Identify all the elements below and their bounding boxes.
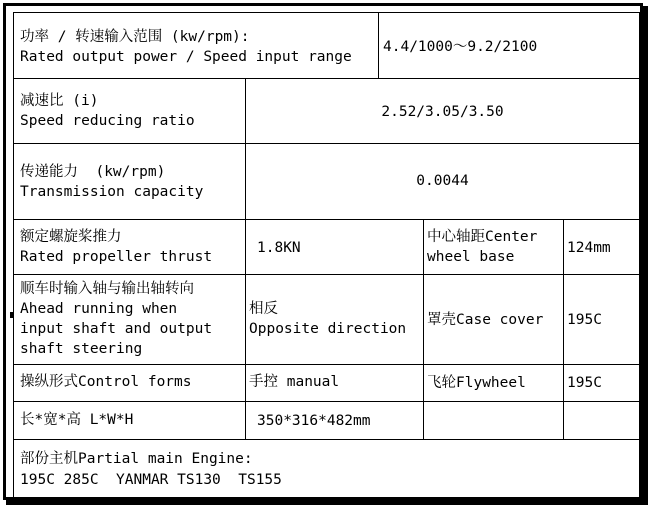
case-value: 195C	[567, 312, 602, 328]
capacity-label-en: Transmission capacity	[20, 184, 204, 200]
steer-label-en-line2: input shaft and output	[20, 321, 213, 337]
frame-shadow-bottom	[6, 500, 646, 505]
engine-label: 部份主机Partial main Engine:	[20, 451, 253, 467]
control-label: 操纵形式Control forms	[20, 374, 192, 390]
spec-table	[13, 12, 640, 499]
row-divider	[14, 439, 639, 440]
col-divider	[423, 219, 424, 439]
frame-shadow-right	[643, 6, 648, 505]
steer-label-en-line3: shaft steering	[20, 341, 143, 357]
capacity-value: 0.0044	[416, 173, 469, 189]
center-label-line1: 中心轴距Center	[427, 229, 538, 245]
power-label-en: Rated output power / Speed input range	[20, 49, 352, 65]
power-value: 4.4/1000～9.2/2100	[383, 39, 538, 55]
ratio-value: 2.52/3.05/3.50	[381, 104, 504, 120]
thrust-value: 1.8KN	[257, 240, 301, 256]
flywheel-label: 飞轮Flywheel	[427, 375, 526, 391]
ratio-label-en: Speed reducing ratio	[20, 113, 195, 129]
row-divider	[14, 78, 639, 79]
ratio-label-cn: 减速比 (i)	[20, 93, 99, 109]
center-value: 124mm	[567, 240, 611, 256]
case-label: 罩壳Case cover	[427, 312, 544, 328]
control-value: 手控 manual	[249, 374, 340, 390]
power-label-cn: 功率 / 转速输入范围 (kw/rpm):	[20, 29, 250, 45]
steer-value-cn: 相反	[249, 301, 278, 317]
steer-value-en: Opposite direction	[249, 321, 407, 337]
flywheel-value: 195C	[567, 375, 602, 391]
row-divider	[14, 274, 639, 275]
thrust-label-en: Rated propeller thrust	[20, 249, 213, 265]
steer-label-cn: 顺车时输入轴与输出轴转向	[20, 281, 194, 297]
col-divider	[245, 78, 246, 439]
col-divider	[563, 219, 564, 439]
engine-value: 195C 285C YANMAR TS130 TS155	[20, 472, 282, 488]
row-divider	[14, 364, 639, 365]
size-label: 长*宽*高 L*W*H	[20, 412, 134, 428]
capacity-label-cn: 传递能力 (kw/rpm)	[20, 164, 166, 180]
col-divider	[378, 13, 379, 78]
thrust-label-cn: 额定螺旋桨推力	[20, 229, 122, 245]
row-divider	[14, 143, 639, 144]
row-marker	[10, 312, 14, 318]
size-value: 350*316*482mm	[257, 413, 371, 429]
steer-label-en-line1: Ahead running when	[20, 301, 178, 317]
row-divider	[14, 401, 639, 402]
center-label-line2: wheel base	[427, 249, 515, 265]
row-divider	[14, 219, 639, 220]
spec-table-frame	[3, 3, 643, 500]
